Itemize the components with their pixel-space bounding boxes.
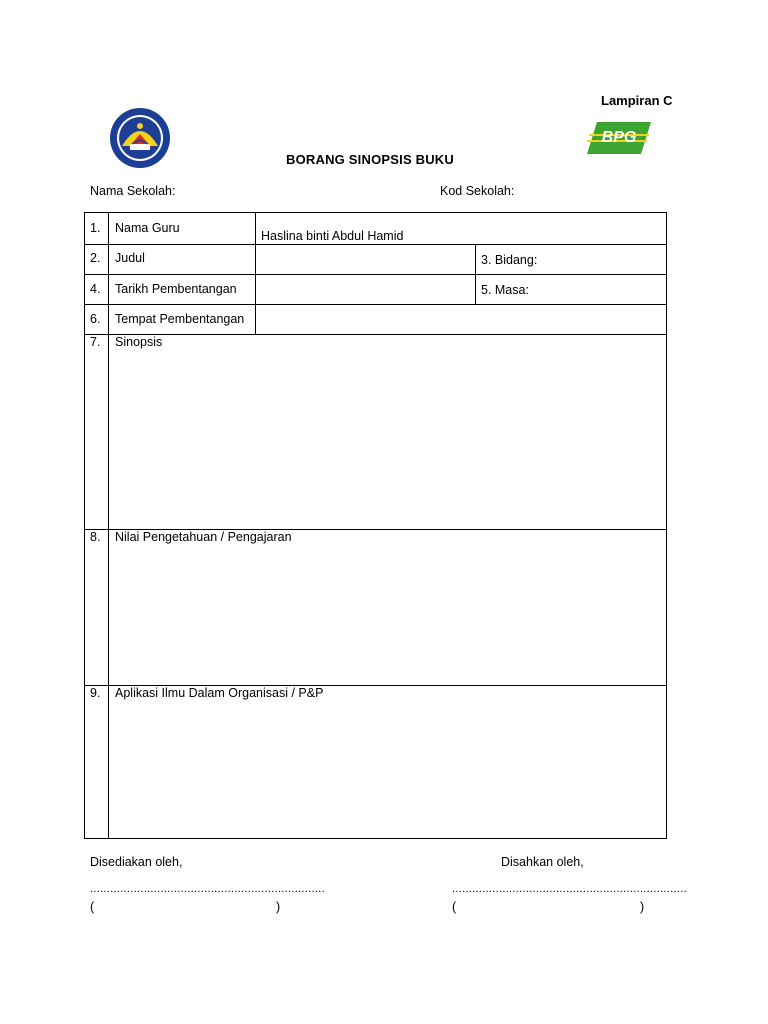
presentation-date-label: Tarikh Pembentangan: [115, 282, 237, 296]
presentation-venue-label: Tempat Pembentangan: [115, 312, 245, 326]
row-divider: [85, 274, 666, 275]
page-title: BORANG SINOPSIS BUKU: [286, 152, 454, 167]
row-divider: [85, 334, 666, 335]
row-number: 6.: [90, 312, 101, 326]
row-number: 1.: [90, 221, 101, 235]
prepared-signature-line: ......................................................................: [90, 883, 325, 895]
time-label: 5. Masa:: [481, 283, 529, 297]
row-divider: [85, 244, 666, 245]
school-name-label: Nama Sekolah:: [90, 184, 176, 198]
teacher-name-label: Nama Guru: [115, 221, 180, 235]
synopsis-label: Sinopsis: [115, 335, 163, 349]
title-label: Judul: [115, 251, 145, 265]
prepared-name-open-paren: (: [90, 900, 95, 914]
approved-name-open-paren: (: [452, 900, 457, 914]
row-number: 2.: [90, 251, 101, 265]
school-code-label: Kod Sekolah:: [440, 184, 515, 198]
attachment-label: Lampiran C: [601, 93, 673, 108]
label-column-divider: [255, 213, 256, 334]
extra-column-divider: [475, 244, 476, 304]
bpg-text: BPG: [601, 129, 637, 146]
synopsis-form-table: [84, 212, 667, 839]
approved-by-label: Disahkan oleh,: [501, 855, 584, 869]
prepared-by-label: Disediakan oleh,: [90, 855, 183, 869]
row-number: 4.: [90, 282, 101, 296]
approved-name-close-paren: ): [640, 900, 645, 914]
knowledge-application-label: Aplikasi Ilmu Dalam Organisasi / P&P: [115, 686, 324, 700]
row-number: 8.: [90, 530, 101, 544]
field-label: 3. Bidang:: [481, 253, 538, 267]
row-number: 7.: [90, 335, 101, 349]
row-divider: [85, 304, 666, 305]
number-column-divider: [108, 213, 109, 838]
knowledge-value-label: Nilai Pengetahuan / Pengajaran: [115, 530, 292, 544]
approved-signature-line: ......................................................................: [452, 883, 687, 895]
row-number: 9.: [90, 686, 101, 700]
prepared-name-close-paren: ): [276, 900, 281, 914]
teacher-name-value[interactable]: Haslina binti Abdul Hamid: [261, 229, 404, 243]
